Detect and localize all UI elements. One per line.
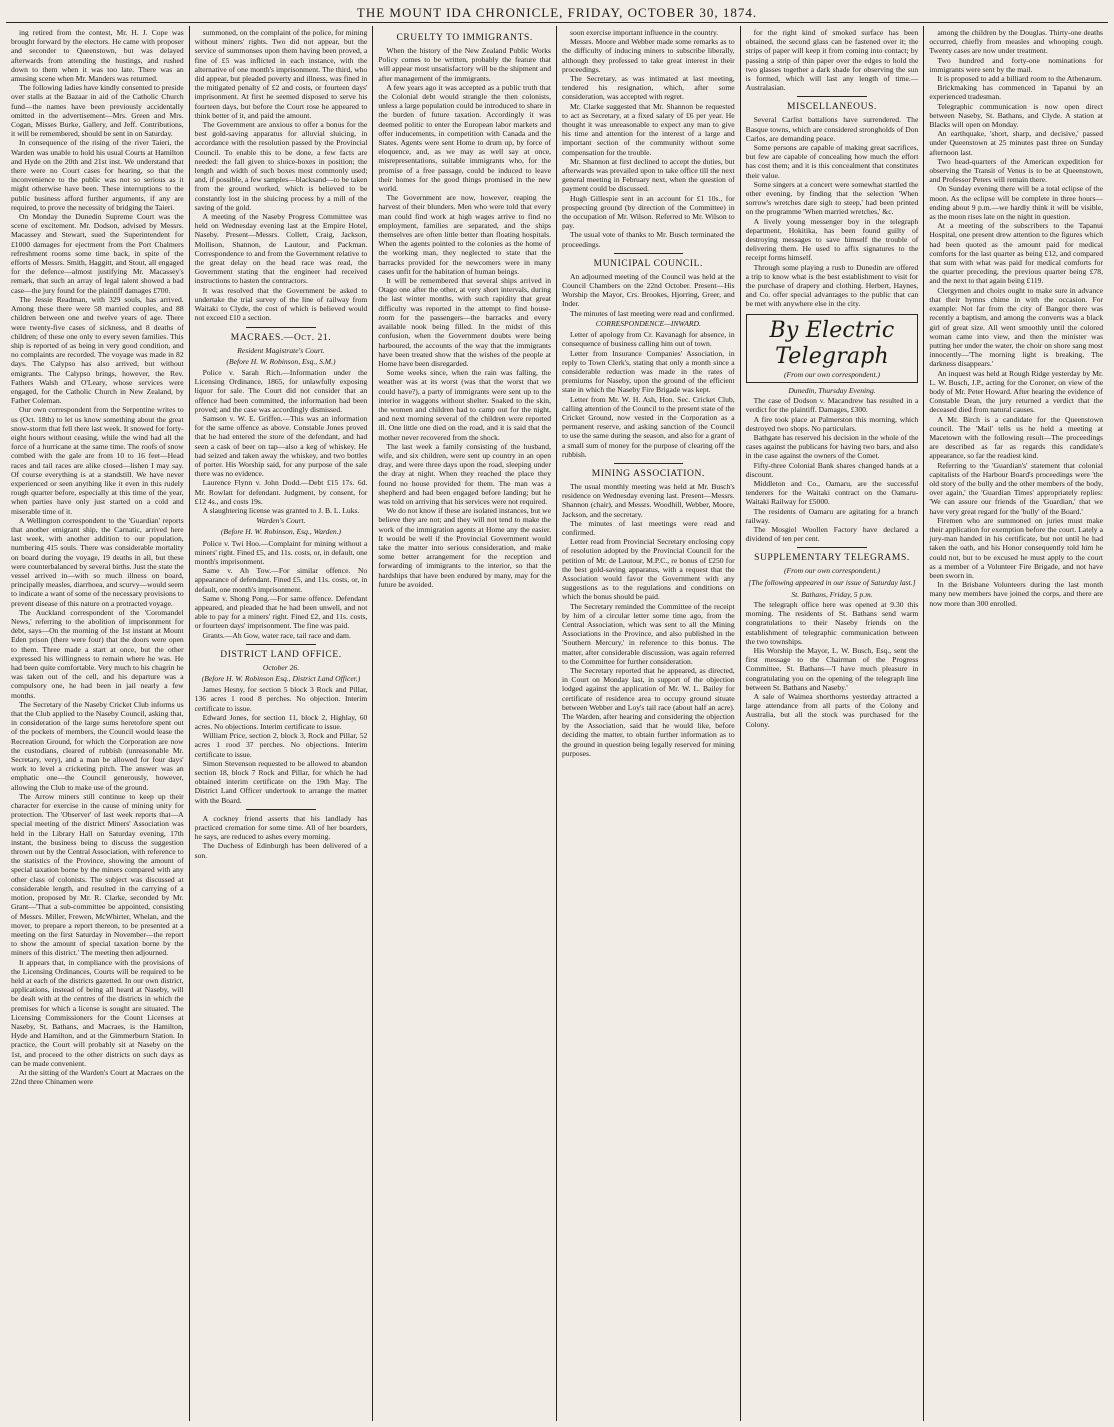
article-paragraph: Police v. Sarah Rich.—Information under the Licensing Ordinance, 1865, for unlawfully exposing liquor for sale. The Court did not consider that an offence had been committed, the information had been proved; and the case was accordingly dismissed. [194, 367, 368, 414]
subheading: CORRESPONDENCE—INWARD. [595, 318, 701, 328]
article-paragraph: The Auckland correspondent of the 'Coromandel News,' referring to the abolition of imprisonment for debt, says—On the morning of the 1st instant at Mount Eden prison (there were four) that the doors were open to them. Three made a start at once, but the other expressed his willingness to remain where he was. He had been quite comfortable. Very much to his chagrin he was taken out of the cell, and his departure was a compulsory one, he had been in jail nearly a few months. [11, 607, 184, 700]
article-paragraph: The usual vote of thanks to Mr. Busch terminated the proceedings. [562, 230, 735, 249]
article-paragraph: Some weeks since, when the rain was falling, the weather was at its worst (was that the worst that we could have?), a party of immigrants were sent up to the interior in waggons without shelter. Soaked to the skin, the women and children had to camp out for the night, and next morning several of the children were reported ill. One little one died on the road, and it is said that the mother never recovered from the shock. [378, 368, 551, 442]
telegraph-banner [746, 314, 919, 383]
article-paragraph: A cockney friend asserts that his landlady has practiced cremation for some time. All of her boarders, he says, are reduced to ashes every morning. [194, 813, 368, 842]
section-divider [614, 253, 683, 254]
article-paragraph: The Jessie Readman, with 329 souls, has arrived. Among these there were 58 married couples, and 88 children between one and twelve years of age. There were twenty-five cases of sickness, and 8 deaths of children; of these one only to every seven families. This ship is reported of as being in very good condition, and no complaints are recorded. The voyage was made in 82 days. The Calypso has also arrived, but without emigrants. The Calypso brings, however, the Rev. Fathers Walsh and O'Leary, whose services were engaged, for the Catholic Church in New Zealand, by Father Coleman. [11, 294, 184, 406]
article-paragraph: In the Brisbane Volunteers during the last month many new members have joined the corps, and there are now more than 300 enrolled. [929, 580, 1103, 608]
article-paragraph: It was resolved that the Government be asked to undertake the trial survey of the line of railway from Waitaki to Clyde, the cost of which is believed would not exceed £10 a section. [194, 285, 368, 323]
article-paragraph: The Government are anxious to offer a bonus for the best gold-saving apparatus for alluvial sluicing, in accordance with the resolution passed by the Provincial Council. To enable this to be done, a few facts are needed: the fall given to sluice-boxes in position; the length and width of such boxes most commonly used; and, if possible, a few samples—blacksand—to be taken from the ground worked, which is believed to be constantly lost in the sluicing process by a mill of the saving of the gold. [194, 120, 368, 212]
article-paragraph: On Monday the Dunedin Supreme Court was the scene of excitement. Mr. Dodson, advised by Messrs. Macassey and Stewart, sued the Superintendent for £1000 damages for ejectment from the Port Chalmers refreshment rooms some time back, in spite of the efforts of Messrs. Smith, Haggitt, and Stout, all engaged for the defence—almost justifying Mr. Macassey's remark, that such an array of legal talent showed a bad case—the jury found for the plaintiff damages £700. [11, 212, 184, 295]
article-paragraph: The minutes of last meeting were read and confirmed. [570, 308, 735, 318]
article-paragraph: The Secretary, as was intimated at last meeting, tendered his resignation, which, after some consideration, was accepted with regret. [562, 74, 735, 102]
article-paragraph: An earthquake, 'short, sharp, and decisive,' passed under Queenstown at 25 minutes past three on Sunday afternoon last. [929, 129, 1103, 157]
article-paragraph: Our own correspondent from the Serpentine writes to us (Oct. 18th) to let us know something about the great snow-storm that fell there last week. It snowed for forty-eight hours without ceasing, while the wind had all the force of a hurricane at the same time. The roofs of snow combed with the gale are from 10 to 16 feet—Head races and tail races are alike closed—lishen I may say. Of course everything is at a standstill. We have never experienced or seen anything like it even in this rudely rough quarter before, especially at this time of the year, when parties have only just started on a cold and miserable time of it. [11, 405, 184, 516]
article-paragraph: Mr. Shannon at first declined to accept the duties, but afterwards was prevailed upon to take office till the next general meeting in February next, when the question of payment could be discussed. [562, 156, 735, 194]
article-paragraph: Some singers at a concert were somewhat startled the other evening, by finding that the selection 'When sorrow's wretches dare sigh to steep,' had been printed on the programme 'When married wretches,' &c. [745, 179, 919, 217]
column-3 [373, 26, 557, 1421]
article-paragraph: The Duchess of Edinburgh has been delivered of a son. [194, 841, 368, 860]
section-heading-macraes: MACRAES.—Oct. 21. [230, 332, 332, 343]
article-paragraph: William Price, section 2, block 3, Rock and Pillar, 52 acres 1 rood 37 perches. No objections. Interim certificate to issue. [194, 731, 368, 759]
dateline: Dunedin, Thursday Evening. [788, 385, 876, 395]
article-paragraph: A lively young messenger boy in the telegraph department, Hokitika, has been found guilty of destroying messages to save himself the trouble of delivering them. He used to affix signatures to the receipt forms himself. [745, 216, 919, 263]
subheading: Resident Magistrate's Court. [237, 345, 325, 355]
column-2 [190, 26, 374, 1421]
article-paragraph: An adjourned meeting of the Council was held at the Council Chambers on the 22nd October. Present—His Worship the Mayor, Crs. Brookes, Hjorring, Greer, and Inder. [562, 271, 735, 309]
section-heading-municipal: MUNICIPAL COUNCIL. [593, 258, 703, 269]
article-paragraph: Grants.—Ah Gow, water race, tail race and dam. [202, 630, 351, 640]
article-paragraph: James Hesny, for section 5 block 3 Rock and Pillar, 136 acres 1 rood 8 perches. No objection. Interim certificate to issue. [194, 685, 368, 713]
section-divider [246, 644, 315, 645]
subheading: October 26. [262, 662, 300, 672]
article-paragraph: Same v. Ah Tow.—For similar offence. No appearance of defendant. Fined £5, and 11s. costs, or, in default, one month's imprisonment. [194, 566, 368, 594]
article-paragraph: Bathgate has reserved his decision in the whole of the cases against the publicans for having two bars, and also in the case against the owners of the Comet. [745, 432, 919, 461]
telegraph-subtitle: (From our own correspondent.) [783, 369, 881, 379]
subheading: Warden's Court. [256, 516, 306, 526]
article-paragraph: The Government are now, however, reaping the harvest of their blunders. Men who were told that every man could find work at high wages arrive to find no employment, families are separated, and the ships themselves are often little better than floating hospitals. When the agents pointed to the colonies as the home of the working man, they neglected to state that the barracks provided for the newcomers were in many cases unfit for the habitation of human beings. [378, 193, 551, 276]
article-paragraph: soon exercise important influence in the country. [570, 28, 719, 37]
article-paragraph: Laurence Flynn v. John Dodd.—Debt £15 17s. 6d. Mr. Rowlatt for defendant. Judgment, by consent, for £12 4s., and costs 19s. [194, 478, 368, 506]
section-divider [246, 327, 315, 328]
subheading: (Before H. W. Robinson, Esq., Warden.) [220, 527, 342, 537]
subheading: [The following appeared in our issue of Saturday last.] [748, 577, 916, 587]
article-paragraph: A fire took place at Palmerston this morning, which destroyed two shops. No particulars. [745, 414, 919, 433]
article-paragraph: Mr. Clarke suggested that Mr. Shannon be requested to act as Secretary, at a fixed salary of £6 per year. He thought it was unreasonable to expect any man to give his time and attention for the interest of a large and important section of the community without some compensation for the trouble. [562, 101, 735, 157]
article-paragraph: Firemen who are summoned on juries must make their application for exemption before the court. Lately a jury-man handed in his certificate, but not until he had taken the oath, and his Honor consequently told him he could not, but to be excused he must apply to the court as a member of a Volunteer Fire Brigade, and not have been sworn in. [929, 515, 1103, 580]
article-paragraph: It will be remembered that several ships arrived in Otago one after the other, at very short intervals, during the last winter months, with such rapidity that great difficulty was reported in the attempt to find house-room for the passengers—the barracks and every available nook being filled. In the midst of this confusion, when the Government doubts were being harboured, the accounts of the way that the immigrants have been treated show that the wishes of the people at Home have been disregarded. [378, 276, 551, 368]
subheading: (Before H. W. Robinson Esq., District Land Officer.) [201, 674, 361, 683]
article-paragraph: Fifty-three Colonial Bank shares changed hands at a discount. [745, 460, 919, 479]
masthead: THE MOUNT IDA CHRONICLE, FRIDAY, OCTOBER 30, 1874. [6, 4, 1108, 23]
article-paragraph: Middleton and Co., Oamaru, are the successful tenderers for the Waitaki contract on the Oamaru-Waitaki Railway for £5000. [745, 478, 919, 507]
section-divider [797, 96, 866, 97]
article-paragraph: A sale of Waimea shorthorns yesterday attracted a large attendance from all parts of the Colony and Australia, but all the stock was purchased for the Colony. [745, 691, 919, 729]
article-paragraph: At a meeting of the subscribers to the Tapanui Hospital, one present drew attention to the figures which had been quoted as the amount paid for medical comforts for the last quarter as being £12, and compared that sum with what was paid for medical comforts for the quarter preceding, the previous quarter being £78, and the next to that again being £119. [929, 221, 1103, 286]
article-paragraph: for the right kind of smoked surface has been obtained, the second glass can be fastened over it; the strips of paper will keep it from coming into contact; by passing a strip of thin paper over the edges to hold the two glasses together a dark shade for observing the sun is formed, which will last any length of time.—Australasian. [745, 28, 919, 93]
article-paragraph: Two hundred and forty-one nominations for immigrants were sent by the mail. [929, 55, 1103, 74]
article-paragraph: Referring to the 'Guardian's' statement that colonial capitalists of the Harbour Board's proceedings were 'the old story of the bully and the other members of the body, over again,' the 'Guardian Times' appropriately replies: 'We can assure our friends of the 'Guardian,' that we have very great regard for the 'bully' of the Board.' [929, 460, 1103, 516]
article-paragraph: His Worship the Mayor, L. W. Busch, Esq., sent the first message to the Chairman of the Progress Committee, St. Bathans—'I have much pleasure in congratulating you on the opening of the telegraph line between St. Bathans and Naseby.' [745, 645, 919, 692]
article-paragraph: Telegraphic communication is now open direct between Naseby, St. Bathans, and Clyde. A station at Blacks will open on Monday. [929, 101, 1103, 130]
article-paragraph: Samson v. W. E. Griffen.—This was an information for the same offence as above. Constable Jones proved that he had entered the store of the defendant, and had seen a cask of beer on tap—also a keg of whiskey. He had seized and taken away the whiskey, and two bottles of porter. His Worship said, for any purpose of the sale there was no evidence. [194, 413, 368, 479]
telegraph-title: By Electric Telegraph [769, 317, 895, 369]
article-paragraph: Letter read from Provincial Secretary enclosing copy of resolution adopted by the Provincial Council for the petition of Mr. de Lautour, M.P.C., re bonus of £250 for the best gold-saving apparatus, with a request that the Association would favor the Government with any suggestions as to the regulations and conditions on which the bonus should be paid. [562, 537, 735, 602]
article-paragraph: The Secretary reported that he appeared, as directed, in Court on Monday last, in support of the objection lodged against the application of Mr. W. L. Bailey for certificate of residence area to occupy ground situate between Webber and Loy's tail race (about half an acre). The Warden, after hearing and considering the objection by the Association, said that he would like, before deciding the matter, to obtain further information as to the ground in question being legally reserved for mining purposes. [562, 666, 735, 758]
article-paragraph: Messrs. Moore and Webber made some remarks as to the difficulty of inducing miners to subscribe liberally, although they professed to take great interest in their proceedings. [562, 37, 735, 74]
article-paragraph: Two head-quarters of the American expedition for observing the Transit of Venus is to be at Queenstown, and Professor Peters will remain there. [929, 156, 1103, 185]
article-paragraph: In consequence of the rising of the river Taieri, the Warden was unable to hold his usual Courts at Hamilton and Hyde on the 20th and 21st inst. We understand that there were no Court cases for hearing, so that the inconvenience to the public was not so serious as it might otherwise have been. These interruptions to the public business afford further arguments, if any are required, to prove the necessity of bridging the Taieri. [11, 138, 184, 212]
article-paragraph: Clergymen and choirs ought to make sure in advance that their hymns chime in with the occasion. For example: Not far from the city of Bangor there was recently a baptism, and among the converts was a black girl of great size. All went smoothly until the colored woman came into view, and then the minister was putting her under the water, the choir on shore sang most innocently—'The morning light is breaking, The darkness disappears.' [929, 285, 1103, 369]
column-4 [557, 26, 741, 1421]
section-heading-mining: MINING ASSOCIATION. [591, 468, 705, 479]
section-heading-supplementary: SUPPLEMENTARY TELEGRAMS. [754, 553, 910, 564]
article-paragraph: Letter from Insurance Companies' Association, in reply to Town Clerk's, stating that only a month since a considerable reduction was made in the rates of premiums for Naseby, upon the ground of the efficient state in which the Naseby Fire Brigade was kept. [562, 348, 735, 395]
article-paragraph: The Secretary reminded the Committee of the receipt by him of a circular letter some time ago, from the Central Association, which was sent to all the Mining Associations in the Province, and also published in the 'Southern Mercury,' in reference to this bonus. The matter, after considerable discussion, was again referred to the Committee for further consideration. [562, 601, 735, 666]
dateline: St. Bathans, Friday, 5 p.m. [791, 589, 873, 599]
article-paragraph: We do not know if these are isolated instances, but we believe they are not; and they will not tend to make the work of the immigration agents at Home any the easier. It would be well if the Provincial Government would take the matter into serious consideration, and make some better arrangement for the reception and forwarding of immigrants to the interior, so that the hardships that have been endured by many, may for the future be avoided. [378, 506, 551, 589]
column-5 [741, 26, 925, 1421]
column-6 [924, 26, 1108, 1421]
article-paragraph: Letter from Mr. W. H. Ash, Hon. Sec. Cricket Club, calling attention of the Council to the present state of the Cricket Ground, now vested in the Corporation as a permanent reserve, and asking sanction of the Council to use the same during the season, and also for a grant of a small sum of money for the purpose of clearing off the rubbish. [562, 394, 735, 459]
article-paragraph: A Mr. Birch is a candidate for the Queenstown council. The 'Mail' tells us he held a meeting at Macetown with the following result—The proceedings are described as far as regards this candidate's appearance, so far the readiest kind. [929, 414, 1103, 461]
article-paragraph: At the sitting of the Warden's Court at Macraes on the 22nd three Chinamen were [11, 1067, 184, 1087]
article-paragraph: The case of Dodson v. Macandrew has resulted in a verdict for the plaintiff. Damages, £300. [745, 396, 919, 415]
article-paragraph: Brickmaking has commenced in Tapanui by an experienced tradesman. [929, 83, 1103, 102]
article-paragraph: summoned, on the complaint of the police, for mining without miners' rights. Two did not appear, but the service of summonses upon them having been proved, a fine of £5 was inflicted in each instance, with the alternative of one month's imprisonment. The third, who did appear, but pleaded poverty and illness, was fined in the mitigated penalty of £2 and costs, or fourteen days' imprisonment. At first he seemed disposed to serve his fourteen days, but before the Court rose he appeared to think better of it, and paid the amount. [194, 28, 368, 120]
article-paragraph: Simon Stevenson requested to be allowed to abandon section 18, block 7 Rock and Pillar, for which he had obtained interim certificate on the 19th May. The District Land Officer undertook to arrange the matter with the Board. [194, 758, 368, 805]
article-paragraph: It is proposed to add a billiard room to the Athenæum. [937, 74, 1103, 84]
section-heading-miscellaneous: MISCELLANEOUS. [787, 102, 877, 113]
article-paragraph: When the history of the New Zealand Public Works Policy comes to be written, probably the feature that will appear most unsatisfactory will be the shipment and after management of the immigrants. [378, 46, 551, 83]
article-paragraph: It appears that, in compliance with the provisions of the Licensing Ordinances, Courts will be required to be held at each of the districts gazetted. In our own district, applications, instead of being all heard at Naseby, will be dealt with at the centres of the districts in which the premises for which a license is sought are situated. The Licensing Commissioners for the Count Licenses at Naseby, St. Bathans, and Macraes, is the Hamilton, Hyde and Hamilton, and at the Gimmerburn Station. In practice, the Court will probably sit at Naseby on the 1st, and proceed to the other districts on such days as can be made convenient. [11, 957, 184, 1068]
article-paragraph: Several Carlist battalions have surrendered. The Basque towns, which are considered strongholds of Don Carlos, are demanding peace. [745, 115, 919, 143]
article-paragraph: The residents of Oamaru are agitating for a branch railway. [745, 506, 919, 525]
article-paragraph: On Sunday evening there will be a total eclipse of the moon. As the eclipse will be complete in three hours—ending about 9 p.m.—we hardly think it will be visible, as the moon rises late on the night in question. [929, 184, 1103, 222]
article-paragraph: The telegraph office here was opened at 9.30 this morning. The residents of St. Bathans send warm congratulations to their Naseby friends on the establishment of telegraphic communication between the two townships. [745, 599, 919, 646]
article-paragraph: A Wellington correspondent to the 'Guardian' reports that another emigrant ship, the Carnatic, arrived here last week, with another addition to our population, numbering 415 souls. There was considerable mortality on board during the voyage, 19 deaths in all, but these were counterbalanced by several births. Just the state the vessel arrived in—with so much illness on board, principally measles, diarrhoea, and scurvy—would seem to indicate a want of some of the necessary provisions to prevent disease of this nature on a protracted voyage. [11, 515, 184, 608]
article-paragraph: Edward Jones, for section 11, block 2, Highlay, 60 acres. No objections. Interim certificate to issue. [194, 712, 368, 732]
article-paragraph: The Secretary of the Naseby Cricket Club informs us that the Club applied to the Naseby Council, asking that, in consideration of the large sums heretofore spent out of the pockets of members, the Council would lease the Recreation Ground, for which the Corporation are now the custodians, cleared of rubbish (unreasonable Mr. Secretary, very), and a man be allowed for four days' work to level a cricketing pitch. The answer was an emphatic one—the Council generously, however, allowing the Club to make use of the ground. [11, 699, 184, 792]
article-paragraph: A meeting of the Naseby Progress Committee was held on Wednesday evening last at the Empire Hotel, Naseby. Present—Messrs. Collett, Craig, Jackson, Mollison, Shannon, de Lautour, and Packman. Correspondence to and from the Government relative to the great delay on the head race was read, the Government stating that the engineer had received instructions to hasten the contractors. [194, 212, 368, 286]
article-paragraph: The Arrow miners still continue to keep up their character for exercise in the cause of mining unity for protection. The 'Observer' of last week reports that—A special meeting of the district Miners' Association was held in the Library Hall on Saturday evening, 17th instant, the business being to discuss the suggestion thrown out by the Central Association, with reference to the statistics of the Province, showing the amount of special taxation borne by the miners compared with any other class of colonists. The subject was discussed at considerable length, and resulted in the carrying of a motion, proposed by Mr. R. Clarke, seconded by Mr. Grant—'That a sub-committee be appointed, consisting of Messrs. Miller, Frewen, McWhirter, Whelan, and the mover, to prepare a report thereon, to be presented at a meeting on the first Saturday in November—the report to show the amount of special taxation borne by the miners of this district.' The meeting then adjourned. [11, 791, 184, 958]
article-paragraph: among the children by the Douglas. Thirty-one deaths occurred, chiefly from measles and whooping cough. Twenty cases are now under treatment. [929, 28, 1103, 56]
article-paragraph: Letter of apology from Cr. Kavanagh for absence, in consequence of business calling him out of town. [562, 330, 735, 349]
columns [6, 26, 1108, 1421]
article-paragraph: Police v. Twi Hoo.—Complaint for mining without a miners' right. Fined £5, and 11s. costs, or, in default, one month's imprisonment. [194, 538, 368, 566]
article-paragraph: An inquest was held at Rough Ridge yesterday by Mr. L. W. Busch, J.P., acting for the Coroner, on view of the body of Mr. Peter Howard. After hearing the evidence of Constable Dean, the jury returned a verdict that the deceased died from natural causes. [929, 368, 1103, 415]
section-divider [797, 547, 866, 548]
article-paragraph: ing retired from the contest, Mr. H. J. Cope was brought forward by the electors. He came with proposer and seconder to Queenstown, but was delayed afterwards from attending the hustings, and rushed down to them when it was too late. There was an amusing scene when Mr. Manders was returned. [11, 28, 184, 84]
article-paragraph: Hugh Gillespie sent in an account for £1 10s., for prospecting ground (by direction of the Committee) in the occupation of Mr. Wilson. Referred to Mr. Wilson to pay. [562, 193, 735, 231]
article-paragraph: A few years ago it was accepted as a public truth that the Colonial debt would strangle the then colonists, unless a large population could be introduced to share in the burden of future taxation. Accordingly it was deemed politic to enter the European labor markets and offer inducements, in competition with Canada and the States. Agents were sent Home to drum up, by force of eloquence, and, as we may as well say at once, misrepresentations, suitable immigrants who, for the promise of a free passage, could be induced to leave their homes for the good things promised in the new world. [378, 82, 551, 194]
column-1 [6, 26, 190, 1421]
article-paragraph: A slaughtering license was granted to J. B. L. Luks. [202, 505, 360, 515]
subheading: (From our own correspondent.) [783, 566, 881, 576]
article-paragraph: Through some playing a rush to Dunedin are offered a trip to know what is the best establishment to visit for the purchase of drapery and clothing. Herbert, Haynes, and Co. offer special advantages to the public that can be met with anywhere else in the city. [745, 262, 919, 309]
article-paragraph: The minutes of last meetings were read and confirmed. [562, 518, 735, 537]
article-paragraph: The usual monthly meeting was held at Mr. Busch's residence on Wednesday evening last. Present—Messrs. Shannon (chair), and Messrs. Woodhill, Webber, Moore, Jackson, and the secretary. [562, 481, 735, 519]
article-paragraph: The Mosgiel Woollen Factory have declared a dividend of ten per cent. [745, 524, 919, 544]
article-paragraph: The following ladies have kindly consented to preside over stalls at the Bazaar in aid of the Catholic Church fund—the names have been previously accidentally omitted in the advertisement—Mrs. Green and Mrs. Cogan, Misses Burke, Gallery, and Jeff. Contributions, it will be remembered, should be sent in on Saturday. [11, 83, 184, 139]
article-paragraph: Some persons are capable of making great sacrifices, but few are capable of concealing how much the effort has cost them; and it is this concealment that constitutes their value. [745, 143, 919, 180]
article-paragraph: The last week a family consisting of the husband, wife, and six children, were sent up country in an open dray, and were three days upon the road, sleeping under the dray at night. When they reached the place they found no house provided for them. The man was a shepherd and had been engaged before landing; but he was told on arriving that his services were not required. [378, 441, 551, 506]
section-heading-land-office: DISTRICT LAND OFFICE. [220, 649, 342, 660]
section-divider [246, 809, 315, 810]
newspaper-page [6, 4, 1108, 1423]
subheading: (Before H. W. Robinson, Esq., S.M.) [226, 356, 336, 366]
article-paragraph: Same v. Shong Pong.—For same offence. Defendant appeared, and pleaded that he had been unwell, and not able to pay for a miners' right. Fined £2, and 11s. costs, or fourteen days' imprisonment. The fine was paid. [194, 593, 368, 631]
section-heading-cruelty: CRUELTY TO IMMIGRANTS. [396, 33, 533, 43]
section-divider [614, 463, 683, 464]
